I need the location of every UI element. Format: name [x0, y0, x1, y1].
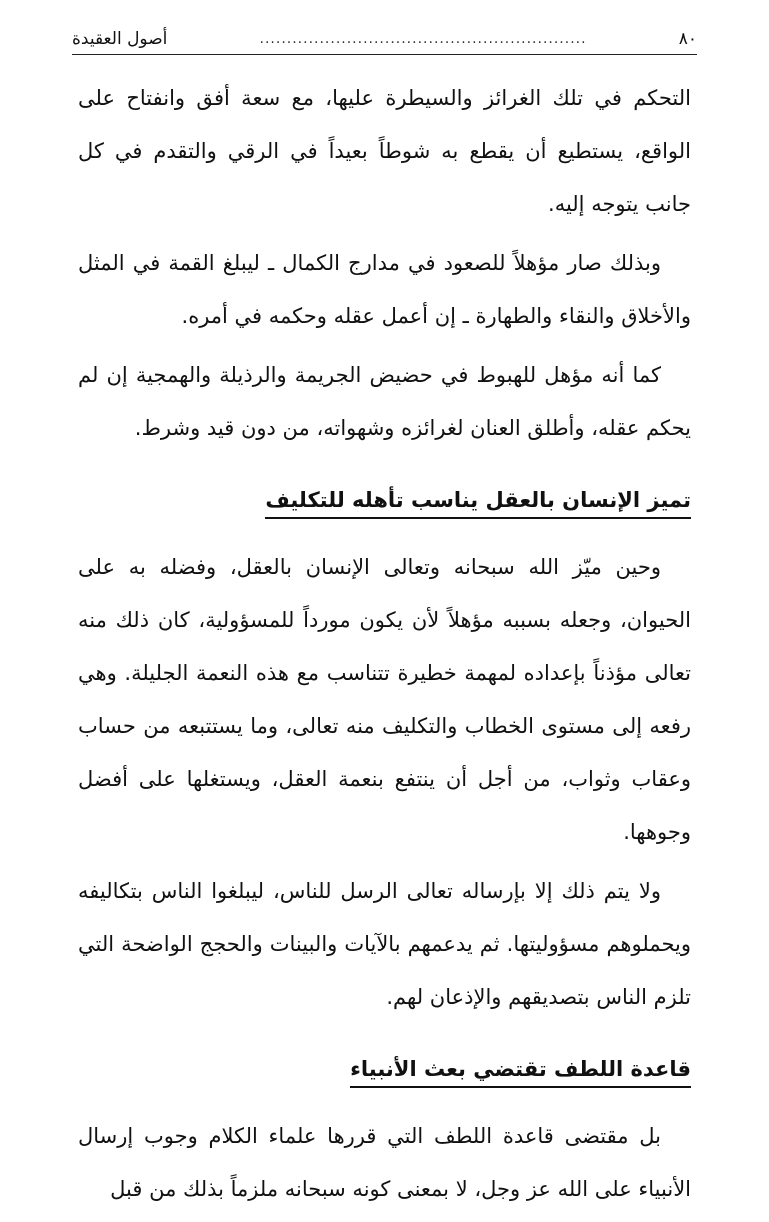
- section-heading-wrap: [78, 461, 691, 541]
- book-title: أصول العقيدة: [72, 29, 168, 49]
- paragraph: بل مقتضى قاعدة اللطف التي قررها علماء الكلام وجوب إرسال الأنبياء على الله عز وجل، لا بمعنى كونه سبحانه ملزماً بذلك من قبل: [78, 1124, 691, 1201]
- page-number: ٨٠: [678, 29, 697, 49]
- paragraph-continued: التحكم في تلك الغرائز والسيطرة عليها، مع سعة أفق وانفتاح على الواقع، يستطيع أن يقطع به شوطاً بعيداً في الرقي والتقدم في كل جانب يتوجه إليه.: [78, 86, 691, 216]
- paragraph: ولا يتم ذلك إلا بإرساله تعالى الرسل للناس، ليبلغوا الناس بتكاليفه ويحملوهم مسؤوليتها. ثم يدعمهم بالآيات والبينات والحجج الواضحة التي تلزم الناس بتصديقهم والإذعان لهم.: [78, 879, 691, 1009]
- section-heading-wrap: [78, 1030, 691, 1110]
- section-heading: تميز الإنسان بالعقل يناسب تأهله للتكليف: [265, 485, 691, 519]
- page-body: [78, 72, 691, 1222]
- header-dot-leader: ............................................................: [259, 31, 587, 47]
- page-header: [72, 24, 697, 55]
- paragraph: كما أنه مؤهل للهبوط في حضيض الجريمة والرذيلة والهمجية إن لم يحكم عقله، وأطلق العنان لغرائزه وشهواته، من دون قيد وشرط.: [78, 363, 691, 440]
- paragraph: وبذلك صار مؤهلاً للصعود في مدارج الكمال ـ ليبلغ القمة في المثل والأخلاق والنقاء والطهارة ـ إن أعمل عقله وحكمه في أمره.: [78, 251, 691, 328]
- section-heading: قاعدة اللطف تقتضي بعث الأنبياء: [350, 1054, 691, 1088]
- paragraph: وحين ميّز الله سبحانه وتعالى الإنسان بالعقل، وفضله به على الحيوان، وجعله بسببه مؤهلاً لأن يكون مورداً للمسؤولية، كان ذلك منه تعالى مؤذناً بإعداده لمهمة خطيرة تتناسب مع هذه النعمة الجليلة. وهي رفعه إلى مستوى الخطاب والتكليف منه تعالى، وما يستتبعه من حساب وعقاب وثواب، من أجل أن ينتفع بنعمة العقل، ويستغلها على أفضل وجوهها.: [78, 555, 691, 844]
